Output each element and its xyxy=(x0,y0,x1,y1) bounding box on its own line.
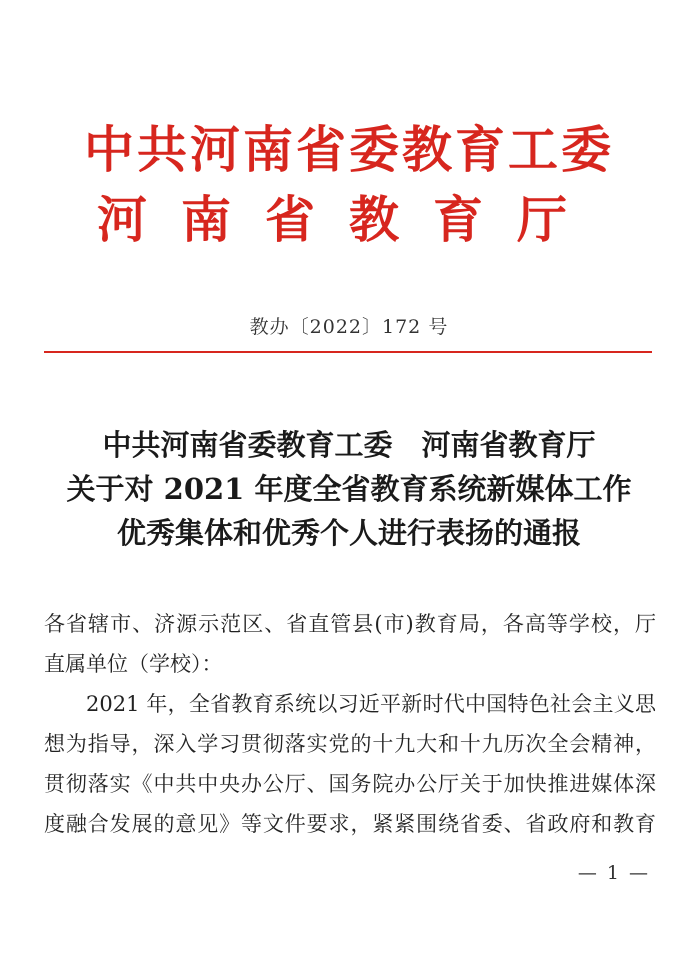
document-title-line-3: 优秀集体和优秀个人进行表扬的通报 xyxy=(116,516,581,550)
paragraph-line-1: 2021 年，全省教育系统以习近平新时代中国特色社会主义思 xyxy=(86,692,656,716)
issuing-org-line-2: 河南省教育厅 xyxy=(97,190,601,249)
paragraph-line-2: 想为指导，深入学习贯彻落实党的十九大和十九历次全会精神， xyxy=(44,732,656,756)
document-number: 教办〔2022〕172 号 xyxy=(249,316,449,338)
body-paragraph xyxy=(44,684,656,844)
paragraph-line-3: 贯彻落实《中共中央办公厅、国务院办公厅关于加快推进媒体深 xyxy=(44,772,656,796)
salutation xyxy=(44,604,656,684)
issuing-org-line-1: 中共河南省委教育工委 xyxy=(84,120,614,179)
document-title-line-2: 关于对 2021 年度全省教育系统新媒体工作 xyxy=(66,472,632,506)
page-number: — 1 — xyxy=(577,862,650,884)
salutation-line-1: 各省辖市、济源示范区、省直管县(市)教育局，各高等学校，厅 xyxy=(44,612,656,636)
red-divider-line xyxy=(44,351,652,353)
paragraph-line-4: 度融合发展的意见》等文件要求，紧紧围绕省委、省政府和教育 xyxy=(44,812,656,836)
salutation-line-2: 直属单位（学校）： xyxy=(44,652,223,676)
document-title-line-1: 中共河南省委教育工委 河南省教育厅 xyxy=(102,428,596,462)
